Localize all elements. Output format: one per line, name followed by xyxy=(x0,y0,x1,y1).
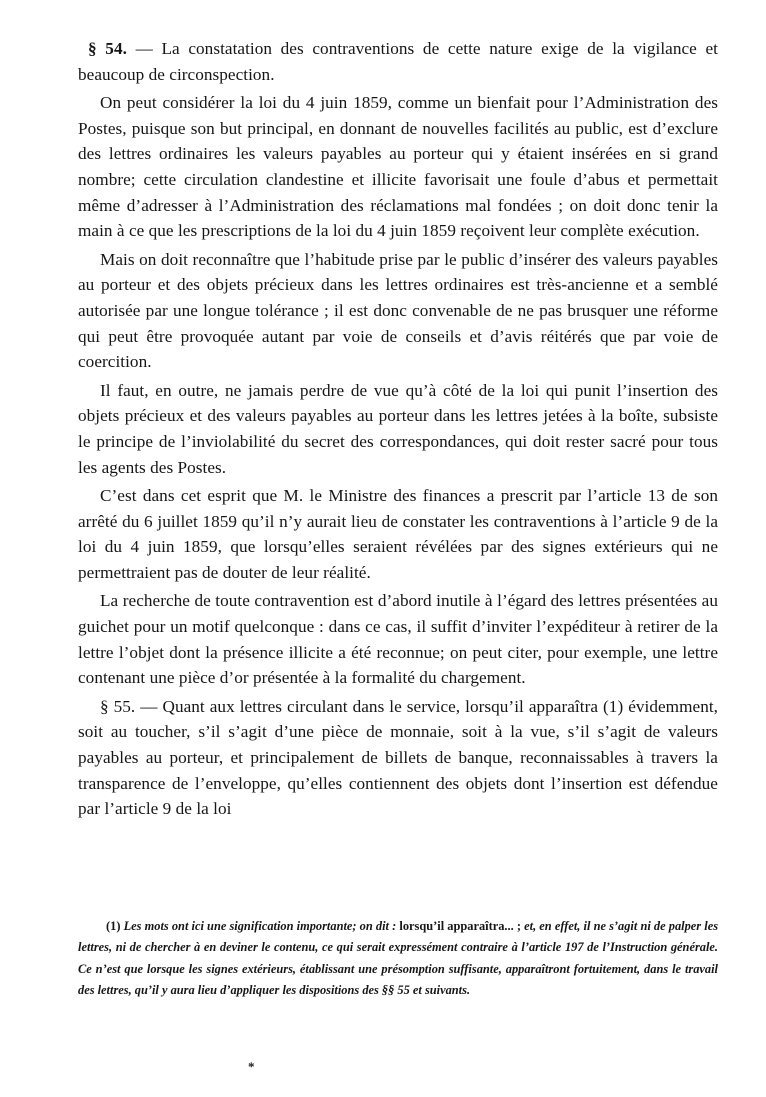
paragraph: La recherche de toute contravention est d’abord inutile à l’égard des lettres présentées au guichet pour un motif quelconque : dans ce cas, il suffit d’inviter l’expéditeur à retirer de la lettre l’objet dont la présence illicite a été reconnue; on peut citer, pour exemple, une lettre contenant une pièce d’or présentée à la formalité du chargement. xyxy=(78,591,718,688)
paragraph-section-55 xyxy=(78,694,718,822)
footnote-text: Les mots ont ici une signification importante; on dit : xyxy=(120,919,400,933)
footnote-text: et, en effet, il ne s’agit ni de palper les lettres, ni de chercher à en deviner le contenu, ce qui serait expressément contraire à l’article 197 de l’Instruction générale. Ce n’est que lorsque les signes extérieurs, établissant une présomption suffisante, apparaîtront fortuitement, dans le travail des lettres, qu’il y aura lieu d’appliquer les dispositions des §§ 55 et suivants. xyxy=(78,919,719,998)
section-number: § 55. xyxy=(100,696,136,716)
paragraph: Mais on doit reconnaître que l’habitude prise par le public d’insérer des valeurs payables au porteur et des objets précieux dans les lettres ordinaires est très-ancienne et a semblé autorisée par une longue tolérance ; il est donc convenable de ne pas brusquer une réforme qui peut être provoquée autant par voie de conseils et d’avis réitérés que par voie de coercition. xyxy=(78,249,718,372)
page-body xyxy=(78,36,718,822)
paragraph-section-54 xyxy=(78,36,718,87)
footnote-quote: lorsqu’il apparaîtra... ; xyxy=(399,919,521,933)
page-mark: * xyxy=(248,1059,255,1074)
paragraph: C’est dans cet esprit que M. le Ministre des finances a prescrit par l’article 13 de son arrêté du 6 juillet 1859 qu’il n’y aurait lieu de constater les contraventions à l’article 9 de la loi du 4 juin 1859, que lorsqu’elles seraient révélées par des signes extérieurs qui ne permettraient pas de douter de leur réalité. xyxy=(78,486,718,582)
footnote xyxy=(78,916,718,1002)
paragraph-text: — La constatation des contraventions de cette nature exige de la vigilance et beaucoup de circonspection. xyxy=(78,39,718,84)
paragraph: Il faut, en outre, ne jamais perdre de vue qu’à côté de la loi qui punit l’insertion des objets précieux et des valeurs payables au porteur dans les lettres jetées à la boîte, subsiste le principe de l’inviolabilité du secret des correspondances, qui doit rester sacré pour tous les agents des Postes. xyxy=(78,380,718,477)
footnote-number: (1) xyxy=(106,919,121,933)
paragraph: On peut considérer la loi du 4 juin 1859, comme un bienfait pour l’Administration des Postes, puisque son but principal, en donnant de nouvelles facilités au public, est d’exclure des lettres ordinaires les valeurs payables au porteur qui y étaient insérées en si grand nombre; cette circulation clandestine et illicite favorisait une foule d’abus et permettait même d’adresser à l’Administration des réclamations mal fondées ; on doit donc tenir la main à ce que les prescriptions de la loi du 4 juin 1859 reçoivent leur complète exécution. xyxy=(78,93,718,241)
section-number: § 54. xyxy=(88,39,127,58)
paragraph-text: — Quant aux lettres circulant dans le service, lorsqu’il apparaîtra (1) évidemment, soit au toucher, s’il s’agit d’une pièce de monnaie, soit à la vue, s’il s’agit de valeurs payables au porteur, et principalement de billets de banque, reconnaissables à travers la transparence de l’enveloppe, qu’elles contiennent des objets dont l’insertion est défendue par l’article 9 de la loi xyxy=(78,696,719,819)
